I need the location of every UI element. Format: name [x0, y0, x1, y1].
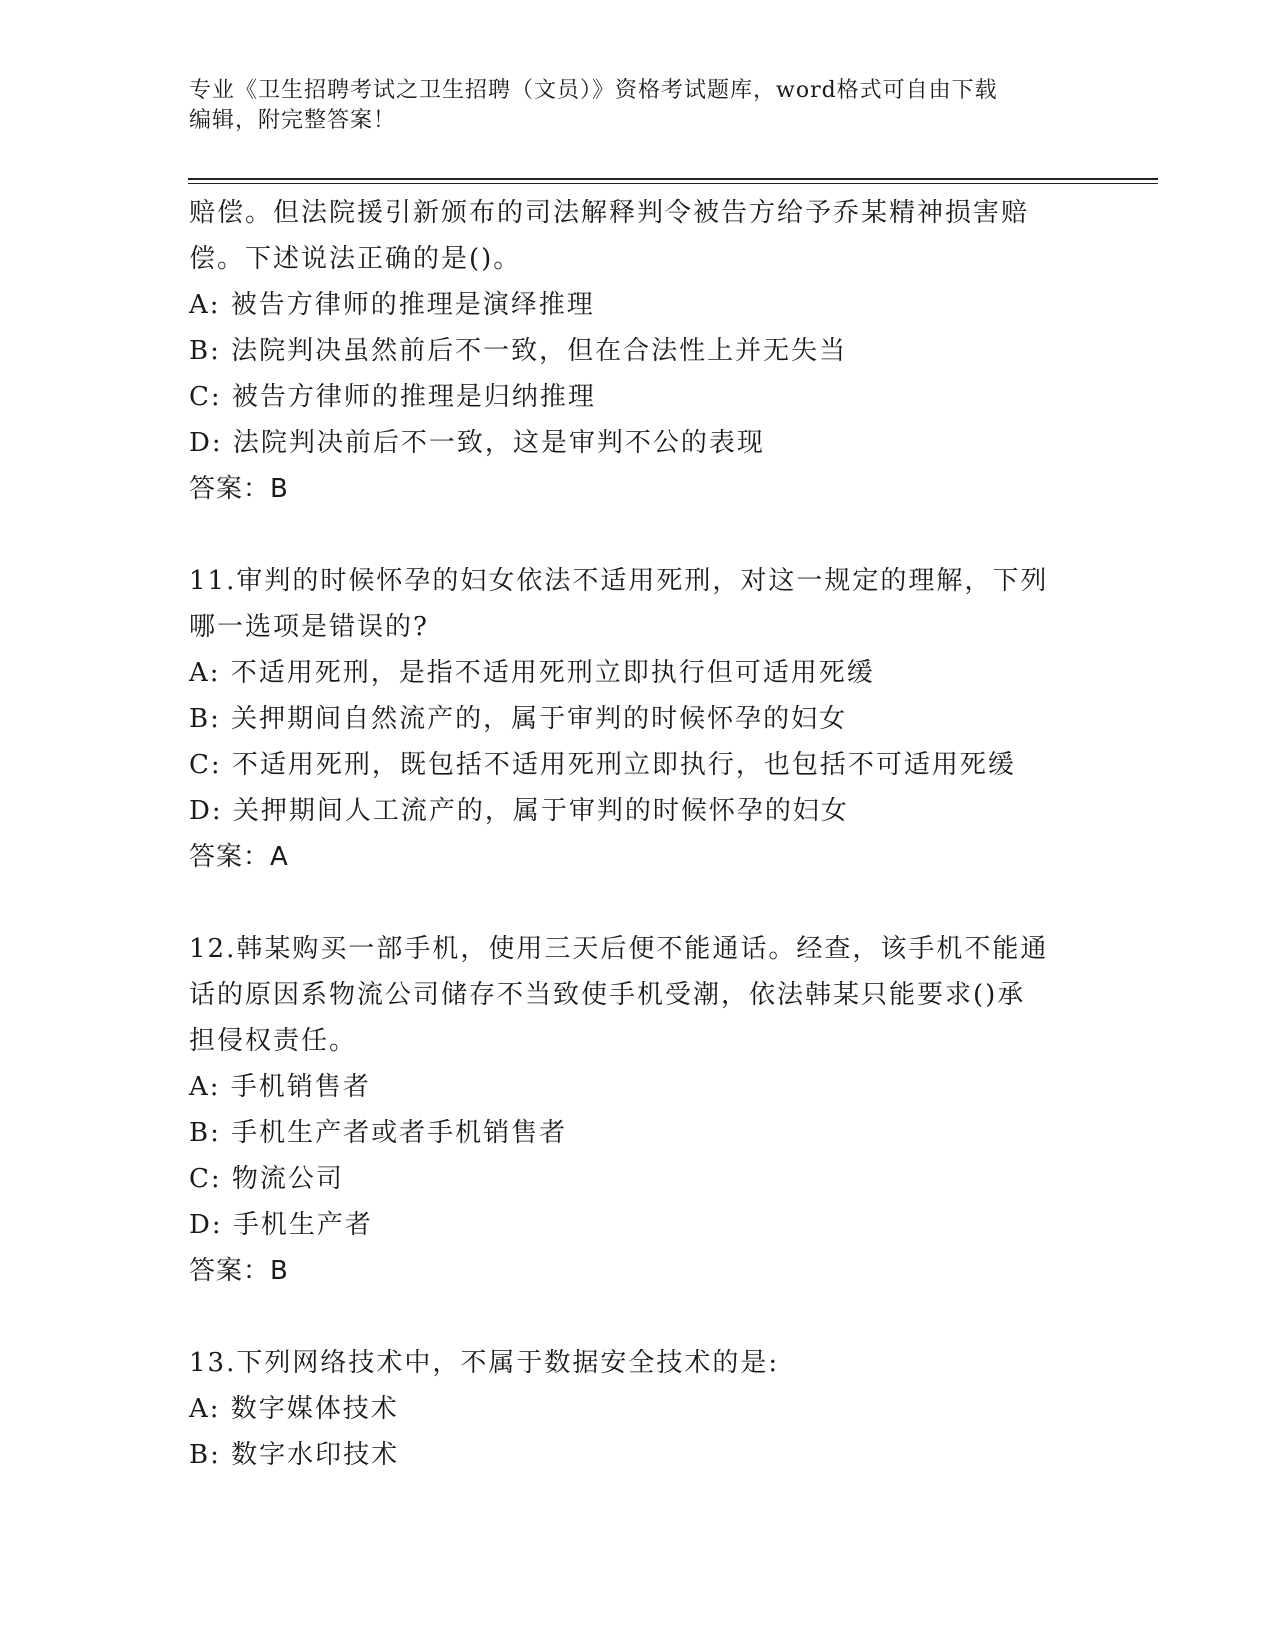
question-text-line: 话的原因系物流公司储存不当致使手机受潮，依法韩某只能要求()承 — [189, 980, 1026, 1010]
answer: 答案：B — [189, 474, 289, 504]
header-rule-thick — [188, 178, 1158, 180]
option-d: D: 关押期间人工流产的，属于审判的时候怀孕的妇女 — [189, 796, 849, 826]
question-10 — [189, 190, 1089, 512]
answer: 答案：A — [189, 842, 289, 872]
question-11 — [189, 558, 1089, 880]
page-header — [189, 76, 1089, 136]
option-c: C: 不适用死刑，既包括不适用死刑立即执行，也包括不可适用死缓 — [189, 750, 1016, 780]
question-text-line: 担侵权责任。 — [189, 1026, 358, 1056]
spacer — [189, 512, 1089, 558]
option-c: C: 被告方律师的推理是归纳推理 — [189, 382, 596, 412]
question-text-line: 哪一选项是错误的? — [189, 612, 429, 642]
question-text-line: 12.韩某购买一部手机，使用三天后便不能通话。经查，该手机不能通 — [189, 934, 1049, 964]
question-text-line: 11.审判的时候怀孕的妇女依法不适用死刑，对这一规定的理解，下列 — [189, 566, 1049, 596]
question-text-line: 赔偿。但法院援引新颁布的司法解释判令被告方给予乔某精神损害赔 — [189, 198, 1030, 228]
option-a: A: 被告方律师的推理是演绎推理 — [189, 290, 595, 320]
option-a: A: 不适用死刑，是指不适用死刑立即执行但可适用死缓 — [189, 658, 875, 688]
question-12 — [189, 926, 1089, 1294]
question-content — [189, 190, 1089, 1478]
header-line-1: 专业《卫生招聘考试之卫生招聘（文员）》资格考试题库，word格式可自由下载 — [189, 78, 998, 103]
question-text-line: 13.下列网络技术中，不属于数据安全技术的是: — [189, 1348, 780, 1378]
option-b: B: 关押期间自然流产的，属于审判的时候怀孕的妇女 — [189, 704, 848, 734]
header-rule-thin — [188, 183, 1158, 184]
option-a: A: 数字媒体技术 — [189, 1394, 399, 1424]
answer: 答案：B — [189, 1256, 289, 1286]
question-13 — [189, 1340, 1089, 1478]
option-b: B: 法院判决虽然前后不一致，但在合法性上并无失当 — [189, 336, 848, 366]
question-text-line: 偿。下述说法正确的是()。 — [189, 244, 522, 274]
header-line-2: 编辑，附完整答案！ — [189, 108, 397, 133]
spacer — [189, 1294, 1089, 1340]
option-c: C: 物流公司 — [189, 1164, 344, 1194]
option-a: A: 手机销售者 — [189, 1072, 371, 1102]
option-b: B: 数字水印技术 — [189, 1440, 400, 1470]
option-d: D: 法院判决前后不一致，这是审判不公的表现 — [189, 428, 765, 458]
option-d: D: 手机生产者 — [189, 1210, 373, 1240]
option-b: B: 手机生产者或者手机销售者 — [189, 1118, 568, 1148]
spacer — [189, 880, 1089, 926]
